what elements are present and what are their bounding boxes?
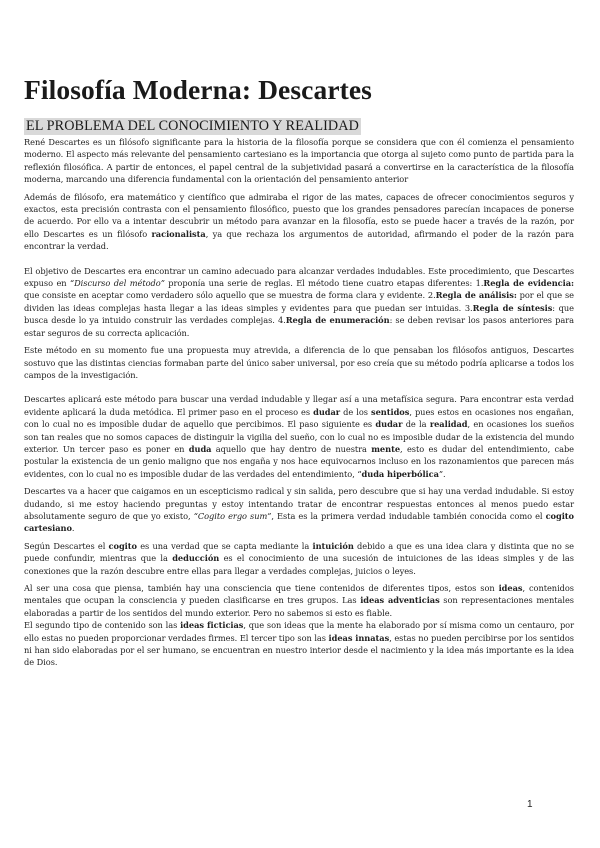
page-number: 1: [527, 799, 533, 810]
paragraph-intuition-deduction: Según Descartes el cogito es una verdad que se capta mediante la intuición debido a que es una idea clara y distinta que no se puede confundir, mientras que la deducción es el conocimiento de una sucesión de intuiciones de las ideas simples y de las conexiones que la razón descubre entre ellas para llegar a verdades complejas, juicios o leyes.: [24, 540, 574, 576]
paragraph-methodic-doubt: Descartes aplicará este método para buscar una verdad indudable y llegar así a una metafísica segura. Para encontrar esta verdad evidente aplicará la duda metódica. El primer paso en el proceso es dudar de los sentidos, pues estos en ocasiones nos engañan, con lo cual no es imposible dudar de aquello que percibimos. El paso siguiente es dudar de la realidad, en ocasiones los sueños son tan reales que no somos capaces de distinguir la vigilia del sueño, con lo cual no es imposible dudar de la existencia del mundo exterior. Un tercer paso es poner en duda aquello que hay dentro de nuestra mente, esto es dudar del entendimiento, cabe postular la existencia de un genio maligno que nos engaña y nos hace equivocarnos incluso en los razonamientos que parecen más evidentes, con lo cual no es imposible dudar de las verdades del entendimiento, “duda hiperbólica”.: [24, 394, 575, 479]
paragraph-intro: René Descartes es un filósofo significante para la historia de la filosofía porque se considera que con él comienza el pensamiento moderno. El aspecto más relevante del pensamiento cartesiano es la importancia que otorga al sujeto como punto de partida para la reflexión filosófica. A partir de entonces, el papel central de la subjetividad pasará a convertirse en la característica de la filosofía moderna, marcando una diferencia fundamental con la orientación del pensamiento anterior: [24, 137, 574, 185]
term-cogito-cartesiano: cogito cartesiano: [24, 510, 575, 534]
rule-analysis: Regla de análisis:: [435, 290, 517, 301]
paragraph-method-proposal: Este método en su momento fue una propuesta muy atrevida, a diferencia de lo que pensaban los filósofos antiguos, Descartes sostuvo que las distintas ciencias formaban parte del único saber universal, por eso creía que su método podría aplicarse a todos los campos de la investigación.: [24, 345, 574, 380]
book-title: “Discurso del método”: [69, 278, 165, 289]
term-duda-hiperbolica: duda hiperbólica: [361, 468, 439, 479]
section-title: EL PROBLEMA DEL CONOCIMIENTO Y REALIDAD: [26, 118, 359, 134]
rule-synthesis: Regla de síntesis: [472, 302, 553, 313]
paragraph-method-rules: El objetivo de Descartes era encontrar un camino adecuado para alcanzar verdades indudables. Este procedimiento, que Descartes expuso en “Discurso del método” proponía una serie de reglas. El método tiene cuatro etapas diferentes: 1.Regla de evidencia: que consiste en aceptar como verdadero sólo aquello que se muestra de forma clara y evidente. 2.Regla de análisis: por el que se dividen las ideas complejas hasta llegar a las ideas simples y evidentes para que puedan ser intuidas. 3.Regla de síntesis: que busca desde lo ya intuido construir las verdades complejas. 4.Regla de enumeración: se deben revisar los pasos anteriores para estar seguros de su correcta aplicación.: [24, 265, 575, 338]
paragraph-ideas: Al ser una cosa que piensa, también hay una consciencia que tiene contenidos de diferentes tipos, estos son ideas, contenidos mentales que ocupan la consciencia y pueden clasificarse en tres grupos. Las ideas adventicias son representaciones mentales elaboradas a partir de los sentidos del mundo exterior. Pero no sabemos si esto es fiable.: [24, 583, 574, 618]
page-title: Filosofía Moderna: Descartes: [24, 74, 372, 105]
paragraph-rationalism: Además de filósofo, era matemático y científico que admiraba el rigor de las mates, capaces de ofrecer conocimientos seguros y exactos, esta precisión contrasta con el pensamiento filosófico, puesto que los grandes pensadores parecían incapaces de ponerse de acuerdo. Por ello va a intentar descubrir un método para avanzar en la filosofía, esto se puede hacer a través de la razón, por ello Descartes es un filósofo racionalista, ya que rechaza los argumentos de autoridad, afirmando el poder de la razón para encontrar la verdad.: [24, 191, 574, 252]
paragraph-ideas-types: El segundo tipo de contenido son las ideas ficticias, que son ideas que la mente ha elaborado por sí misma como un centauro, por ello estas no pueden proporcionar verdades firmes. El tercer tipo son las ideas innatas, estas no pueden percibirse por los sentidos ni han sido elaboradas por el ser humano, se encuentran en nuestro interior desde el nacimiento y la idea más importante es la idea de Dios.: [24, 620, 574, 668]
paragraph-cogito: Descartes va a hacer que caigamos en un escepticismo radical y sin salida, pero descubre que si hay una verdad indudable. Si estoy dudando, si me estoy haciendo preguntas y estoy intentando tratar de encontrar respuestas entonces al menos puedo estar absolutamente seguro de que yo existo, “Cogito ergo sum”, Esta es la primera verdad indudable también conocida como el cogito cartesiano.: [24, 486, 575, 534]
cogito-quote: “Cogito ergo sum”: [193, 510, 272, 521]
rule-enumeration: Regla de enumeración: [285, 315, 390, 326]
term-racionalista: racionalista: [151, 228, 206, 239]
rule-evidence: Regla de evidencia:: [483, 278, 575, 289]
